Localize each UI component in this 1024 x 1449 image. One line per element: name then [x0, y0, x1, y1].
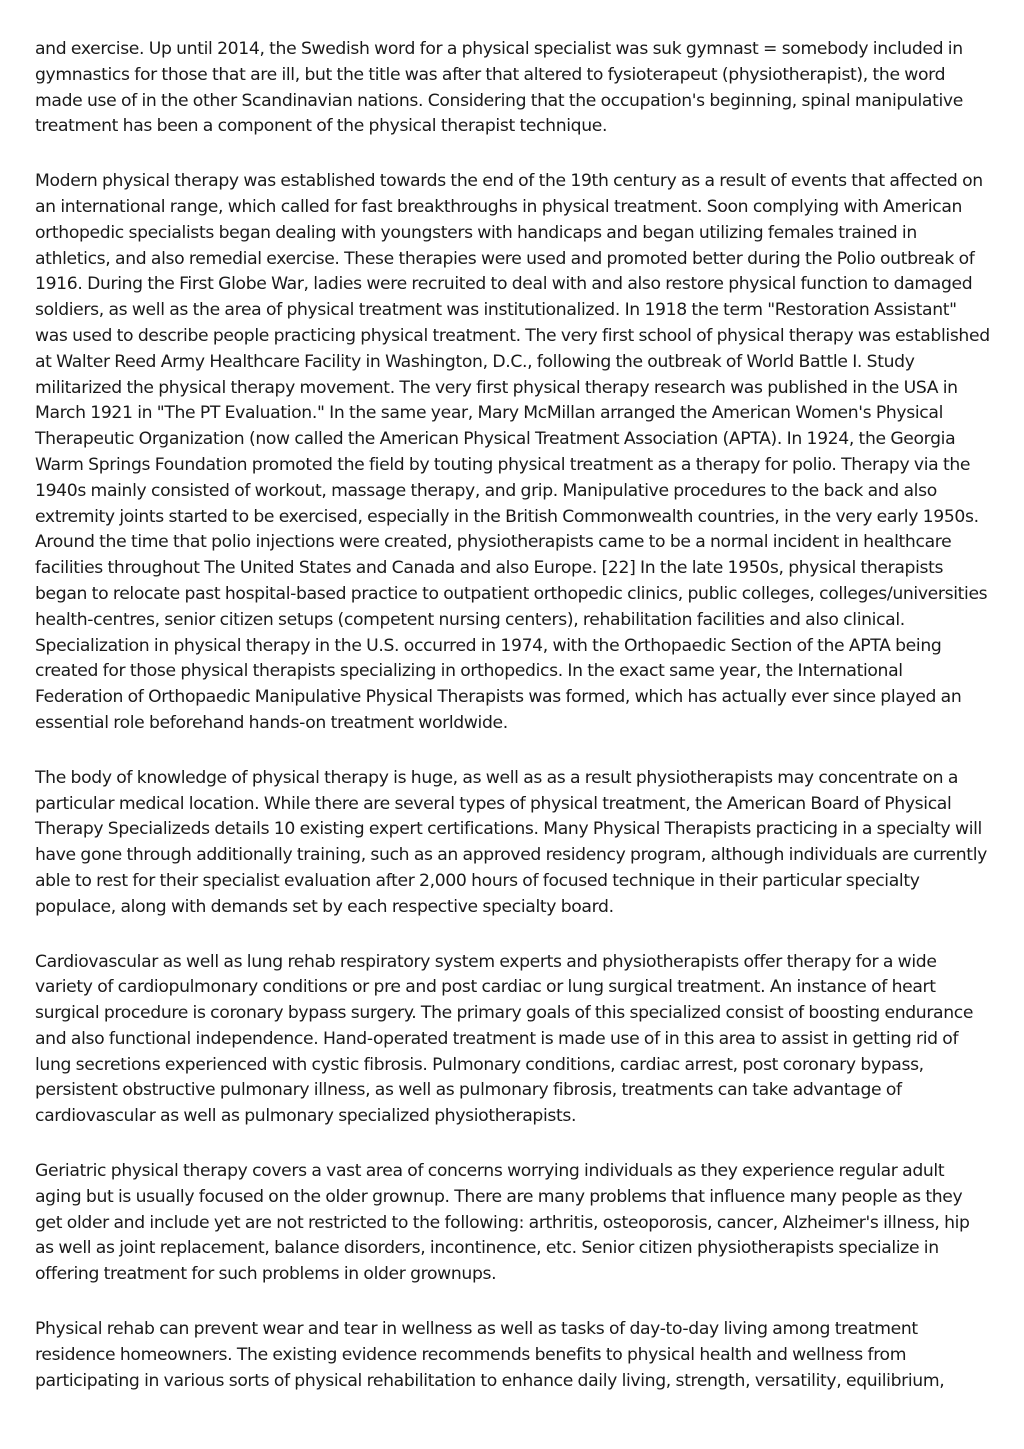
- paragraph-geriatric: Geriatric physical therapy covers a vast area of concerns worrying individuals as they experience regular adult aging but is usually focused on the older grownup. There are many problems that influence many people as they get older and include yet are not restricted to the following: arthritis, osteoporosis, cancer, Alzheimer's illness, hip as well as joint replacement, balance disorders, incontinence, etc. Senior citizen physiotherapists specialize in offering treatment for such problems in older grownups.: [35, 1161, 970, 1285]
- paragraph-modern-history: Modern physical therapy was established towards the end of the 19th century as a result of events that affected on an international range, which called for fast breakthroughs in physical treatment. Soon complying with American orthopedic specialists began dealing with youngsters with handicaps and began utilizing females trained in athletics, and also remedial exercise. These therapies were used and promoted better during the Polio outbreak of 1916. During the First Globe War, ladies were recruited to deal with and also restore physical function to damaged soldiers, as well as the area of physical treatment was institutionalized. In 1918 the term "Restoration Assistant" was used to describe people practicing physical treatment. The very first school of physical therapy was established at Walter Reed Army Healthcare Facility in Washington, D.C., following the outbreak of World Battle I. Study militarized the physical therapy movement. The very first physical therapy research was published in the USA in March 1921 in "The PT Evaluation." In the same year, Mary McMillan arranged the American Women's Physical Therapeutic Organization (now called the American Physical Treatment Association (APTA). In 1924, the Georgia Warm Springs Foundation promoted the field by touting physical treatment as a therapy for polio. Therapy via the 1940s mainly consisted of workout, massage therapy, and grip. Manipulative procedures to the back and also extremity joints started to be exercised, especially in the British Commonwealth countries, in the very early 1950s. Around the time that polio injections were created, physiotherapists came to be a normal incident in healthcare facilities throughout The United States and Canada and also Europe. [22] In the late 1950s, physical therapists began to relocate past hospital-based practice to outpatient orthopedic clinics, public colleges, colleges/universities health-centres, senior citizen setups (competent nursing centers), rehabilitation facilities and also clinical. Specialization in physical therapy in the U.S. occurred in 1974, with the Orthopaedic Section of the APTA being created for those physical therapists specializing in orthopedics. In the exact same year, the International Federation of Orthopaedic Manipulative Physical Therapists was formed, which has actually ever since played an essential role beforehand hands-on treatment worldwide.: [35, 171, 990, 733]
- paragraph-rehab-benefits: Physical rehab can prevent wear and tear in wellness as well as tasks of day-to-day living among treatment residence homeowners. The existing evidence recommends benefits to physical health and wellness from participating in various sorts of physical rehabilitation to enhance daily living, strength, versatility, equilibrium,: [35, 1319, 945, 1391]
- paragraph-swedish-terminology: and exercise. Up until 2014, the Swedish word for a physical specialist was suk gymnast = somebody included in gymnastics for those that are ill, but the title was after that altered to fysioterapeut (physiotherapist), the word made use of in the other Scandinavian nations. Considering that the occupation's beginning, spinal manipulative treatment has been a component of the physical therapist technique.: [35, 39, 963, 137]
- paragraph-cardiopulmonary: Cardiovascular as well as lung rehab respiratory system experts and physiotherapists offer therapy for a wide variety of cardiopulmonary conditions or pre and post cardiac or lung surgical treatment. An instance of heart surgical procedure is coronary bypass surgery. The primary goals of this specialized consist of boosting endurance and also functional independence. Hand-operated treatment is made use of in this area to assist in getting rid of lung secretions experienced with cystic fibrosis. Pulmonary conditions, cardiac arrest, post coronary bypass, persistent obstructive pulmonary illness, as well as pulmonary fibrosis, treatments can take advantage of cardiovascular as well as pulmonary specialized physiotherapists.: [35, 951, 974, 1127]
- document-page: [35, 37, 993, 1423]
- paragraph-specializations: The body of knowledge of physical therapy is huge, as well as as a result physiotherapists may concentrate on a particular medical location. While there are several types of physical treatment, the American Board of Physical Therapy Specializeds details 10 existing expert certifications. Many Physical Therapists practicing in a specialty will have gone through additionally training, such as an approved residency program, although individuals are currently able to rest for their specialist evaluation after 2,000 hours of focused technique in their particular specialty populace, along with demands set by each respective specialty board.: [35, 767, 987, 917]
